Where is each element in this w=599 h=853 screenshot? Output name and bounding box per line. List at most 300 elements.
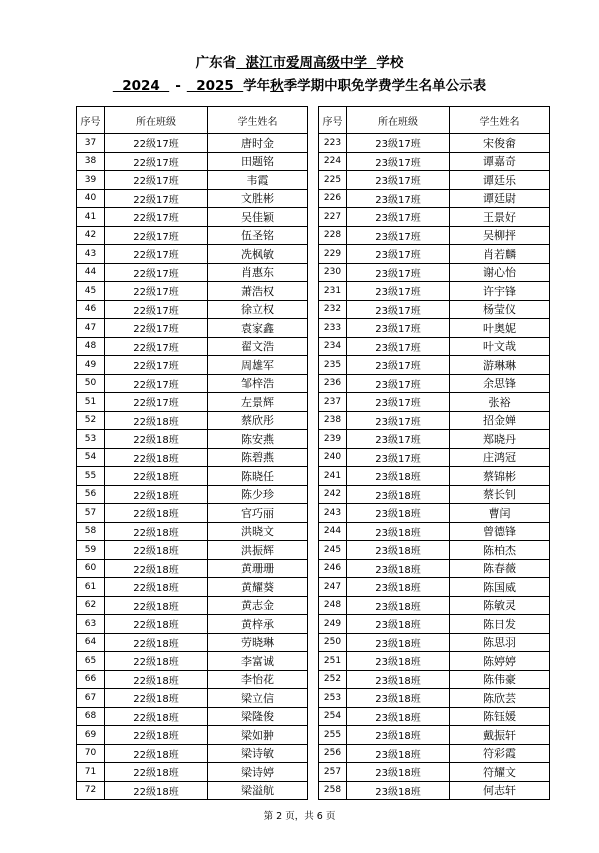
class-cell: 22级18班 bbox=[105, 578, 208, 597]
class-cell: 22级18班 bbox=[105, 781, 208, 800]
class-cell: 22级18班 bbox=[105, 411, 208, 430]
class-cell: 22级18班 bbox=[105, 596, 208, 615]
roster-table-left bbox=[76, 106, 308, 800]
year-end: 2025 bbox=[186, 78, 244, 94]
seq-cell: 64 bbox=[77, 633, 105, 652]
class-cell: 23级18班 bbox=[347, 763, 450, 782]
class-cell: 23级17班 bbox=[347, 226, 450, 245]
student-name-cell: 梁立信 bbox=[208, 689, 308, 708]
student-name-cell: 戴振轩 bbox=[450, 726, 550, 745]
seq-cell: 256 bbox=[319, 744, 347, 763]
table-row bbox=[77, 319, 308, 338]
seq-cell: 54 bbox=[77, 448, 105, 467]
student-name-cell: 梁溢航 bbox=[208, 781, 308, 800]
class-cell: 23级18班 bbox=[347, 689, 450, 708]
table-row bbox=[319, 282, 550, 301]
table-row bbox=[319, 744, 550, 763]
seq-cell: 235 bbox=[319, 356, 347, 375]
seq-cell: 58 bbox=[77, 522, 105, 541]
table-row bbox=[77, 726, 308, 745]
title-line-1 bbox=[0, 51, 599, 71]
class-cell: 22级18班 bbox=[105, 615, 208, 634]
student-name-cell: 翟文浩 bbox=[208, 337, 308, 356]
class-cell: 22级17班 bbox=[105, 356, 208, 375]
table-row bbox=[77, 744, 308, 763]
seq-cell: 49 bbox=[77, 356, 105, 375]
seq-cell: 57 bbox=[77, 504, 105, 523]
table-row bbox=[77, 282, 308, 301]
student-name-cell: 黄珊珊 bbox=[208, 559, 308, 578]
seq-cell: 240 bbox=[319, 448, 347, 467]
student-name-cell: 洪晓文 bbox=[208, 522, 308, 541]
student-name-cell: 梁隆俊 bbox=[208, 707, 308, 726]
table-row bbox=[319, 430, 550, 449]
student-name-cell: 陈春薇 bbox=[450, 559, 550, 578]
student-name-cell: 叶文哉 bbox=[450, 337, 550, 356]
class-cell: 22级17班 bbox=[105, 374, 208, 393]
student-name-cell: 许宇锋 bbox=[450, 282, 550, 301]
seq-cell: 224 bbox=[319, 152, 347, 171]
seq-cell: 53 bbox=[77, 430, 105, 449]
seq-cell: 47 bbox=[77, 319, 105, 338]
student-name-cell: 符彩霞 bbox=[450, 744, 550, 763]
class-cell: 23级18班 bbox=[347, 522, 450, 541]
header-class: 所在班级 bbox=[105, 107, 208, 134]
table-row bbox=[319, 485, 550, 504]
student-name-cell: 陈碧燕 bbox=[208, 448, 308, 467]
class-cell: 22级18班 bbox=[105, 652, 208, 671]
table-row bbox=[319, 208, 550, 227]
seq-cell: 249 bbox=[319, 615, 347, 634]
header-seq: 序号 bbox=[319, 107, 347, 134]
header-name: 学生姓名 bbox=[450, 107, 550, 134]
table-row bbox=[319, 670, 550, 689]
seq-cell: 247 bbox=[319, 578, 347, 597]
student-name-cell: 陈柏杰 bbox=[450, 541, 550, 560]
student-name-cell: 劳晓琳 bbox=[208, 633, 308, 652]
student-name-cell: 唐时金 bbox=[208, 134, 308, 153]
student-name-cell: 符耀文 bbox=[450, 763, 550, 782]
class-cell: 23级17班 bbox=[347, 430, 450, 449]
table-row bbox=[319, 189, 550, 208]
seq-cell: 248 bbox=[319, 596, 347, 615]
class-cell: 23级17班 bbox=[347, 300, 450, 319]
class-cell: 22级17班 bbox=[105, 263, 208, 282]
table-row bbox=[77, 337, 308, 356]
class-cell: 23级18班 bbox=[347, 485, 450, 504]
seq-cell: 37 bbox=[77, 134, 105, 153]
student-name-cell: 吴柳抨 bbox=[450, 226, 550, 245]
table-row bbox=[319, 504, 550, 523]
seq-cell: 72 bbox=[77, 781, 105, 800]
class-cell: 22级17班 bbox=[105, 300, 208, 319]
class-cell: 22级17班 bbox=[105, 208, 208, 227]
title-line-2 bbox=[0, 74, 599, 94]
semester: 秋 bbox=[270, 78, 284, 94]
seq-cell: 52 bbox=[77, 411, 105, 430]
table-row bbox=[319, 226, 550, 245]
seq-cell: 56 bbox=[77, 485, 105, 504]
class-cell: 23级18班 bbox=[347, 615, 450, 634]
student-name-cell: 余思锋 bbox=[450, 374, 550, 393]
class-cell: 23级17班 bbox=[347, 411, 450, 430]
student-name-cell: 田题铭 bbox=[208, 152, 308, 171]
table-header-row bbox=[77, 107, 308, 134]
student-name-cell: 袁家鑫 bbox=[208, 319, 308, 338]
table-row bbox=[77, 707, 308, 726]
student-name-cell: 宋俊畲 bbox=[450, 134, 550, 153]
seq-cell: 251 bbox=[319, 652, 347, 671]
student-name-cell: 邹梓浩 bbox=[208, 374, 308, 393]
table-row bbox=[319, 134, 550, 153]
student-name-cell: 吴佳颖 bbox=[208, 208, 308, 227]
table-row bbox=[77, 300, 308, 319]
seq-cell: 39 bbox=[77, 171, 105, 190]
title-rest: 季学期中职免学费学生名单公示表 bbox=[283, 78, 487, 94]
table-row bbox=[319, 411, 550, 430]
table-row bbox=[319, 763, 550, 782]
student-name-cell: 陈伟豪 bbox=[450, 670, 550, 689]
student-name-cell: 陈婷婷 bbox=[450, 652, 550, 671]
table-row bbox=[319, 356, 550, 375]
table-row bbox=[77, 448, 308, 467]
seq-cell: 68 bbox=[77, 707, 105, 726]
table-row bbox=[319, 467, 550, 486]
student-name-cell: 周雄军 bbox=[208, 356, 308, 375]
student-name-cell: 王景好 bbox=[450, 208, 550, 227]
school-name: 湛江市爱周高级中学 bbox=[236, 55, 377, 71]
seq-cell: 223 bbox=[319, 134, 347, 153]
class-cell: 22级18班 bbox=[105, 485, 208, 504]
class-cell: 22级17班 bbox=[105, 189, 208, 208]
table-row bbox=[77, 781, 308, 800]
student-name-cell: 左景辉 bbox=[208, 393, 308, 412]
class-cell: 23级17班 bbox=[347, 337, 450, 356]
class-cell: 22级18班 bbox=[105, 707, 208, 726]
class-cell: 22级18班 bbox=[105, 670, 208, 689]
table-row bbox=[319, 374, 550, 393]
student-name-cell: 陈敏灵 bbox=[450, 596, 550, 615]
seq-cell: 252 bbox=[319, 670, 347, 689]
student-name-cell: 陈欣芸 bbox=[450, 689, 550, 708]
table-row bbox=[319, 448, 550, 467]
seq-cell: 42 bbox=[77, 226, 105, 245]
table-row bbox=[77, 504, 308, 523]
seq-cell: 226 bbox=[319, 189, 347, 208]
seq-cell: 254 bbox=[319, 707, 347, 726]
class-cell: 22级18班 bbox=[105, 689, 208, 708]
seq-cell: 59 bbox=[77, 541, 105, 560]
table-row bbox=[319, 522, 550, 541]
class-cell: 22级18班 bbox=[105, 430, 208, 449]
student-name-cell: 陈少珍 bbox=[208, 485, 308, 504]
table-row bbox=[77, 467, 308, 486]
seq-cell: 46 bbox=[77, 300, 105, 319]
student-name-cell: 徐立权 bbox=[208, 300, 308, 319]
table-row bbox=[319, 559, 550, 578]
table-row bbox=[319, 393, 550, 412]
student-name-cell: 谭嘉奇 bbox=[450, 152, 550, 171]
class-cell: 23级17班 bbox=[347, 282, 450, 301]
table-row bbox=[77, 263, 308, 282]
table-row bbox=[77, 763, 308, 782]
seq-cell: 241 bbox=[319, 467, 347, 486]
class-cell: 23级18班 bbox=[347, 541, 450, 560]
seq-cell: 70 bbox=[77, 744, 105, 763]
seq-cell: 228 bbox=[319, 226, 347, 245]
student-name-cell: 曹闰 bbox=[450, 504, 550, 523]
class-cell: 23级18班 bbox=[347, 781, 450, 800]
table-row bbox=[319, 319, 550, 338]
seq-cell: 245 bbox=[319, 541, 347, 560]
student-name-cell: 官巧丽 bbox=[208, 504, 308, 523]
class-cell: 23级18班 bbox=[347, 578, 450, 597]
student-name-cell: 蔡长钊 bbox=[450, 485, 550, 504]
table-row bbox=[77, 245, 308, 264]
class-cell: 22级18班 bbox=[105, 522, 208, 541]
header-class: 所在班级 bbox=[347, 107, 450, 134]
student-name-cell: 文胜彬 bbox=[208, 189, 308, 208]
seq-cell: 69 bbox=[77, 726, 105, 745]
student-name-cell: 曾德锋 bbox=[450, 522, 550, 541]
seq-cell: 239 bbox=[319, 430, 347, 449]
table-row bbox=[319, 652, 550, 671]
seq-cell: 250 bbox=[319, 633, 347, 652]
class-cell: 22级18班 bbox=[105, 504, 208, 523]
student-name-cell: 黄耀葵 bbox=[208, 578, 308, 597]
seq-cell: 61 bbox=[77, 578, 105, 597]
class-cell: 23级17班 bbox=[347, 263, 450, 282]
class-cell: 23级18班 bbox=[347, 633, 450, 652]
class-cell: 22级17班 bbox=[105, 282, 208, 301]
table-row bbox=[319, 171, 550, 190]
seq-cell: 60 bbox=[77, 559, 105, 578]
seq-cell: 63 bbox=[77, 615, 105, 634]
student-name-cell: 张裕 bbox=[450, 393, 550, 412]
header-name: 学生姓名 bbox=[208, 107, 308, 134]
seq-cell: 246 bbox=[319, 559, 347, 578]
student-name-cell: 梁诗婷 bbox=[208, 763, 308, 782]
class-cell: 23级17班 bbox=[347, 393, 450, 412]
class-cell: 22级18班 bbox=[105, 726, 208, 745]
table-row bbox=[319, 263, 550, 282]
seq-cell: 43 bbox=[77, 245, 105, 264]
class-cell: 23级17班 bbox=[347, 448, 450, 467]
seq-cell: 238 bbox=[319, 411, 347, 430]
class-cell: 22级17班 bbox=[105, 152, 208, 171]
seq-cell: 50 bbox=[77, 374, 105, 393]
table-row bbox=[77, 689, 308, 708]
table-row bbox=[77, 615, 308, 634]
class-cell: 22级18班 bbox=[105, 633, 208, 652]
table-row bbox=[77, 356, 308, 375]
table-row bbox=[77, 411, 308, 430]
table-row bbox=[319, 152, 550, 171]
class-cell: 23级18班 bbox=[347, 596, 450, 615]
table-row bbox=[319, 781, 550, 800]
seq-cell: 242 bbox=[319, 485, 347, 504]
class-cell: 23级18班 bbox=[347, 467, 450, 486]
class-cell: 23级17班 bbox=[347, 171, 450, 190]
seq-cell: 244 bbox=[319, 522, 347, 541]
table-row bbox=[319, 578, 550, 597]
student-name-cell: 李怡花 bbox=[208, 670, 308, 689]
class-cell: 23级17班 bbox=[347, 152, 450, 171]
table-row bbox=[77, 226, 308, 245]
province-text: 广东省 bbox=[195, 55, 237, 71]
class-cell: 23级17班 bbox=[347, 374, 450, 393]
table-row bbox=[77, 522, 308, 541]
class-cell: 22级17班 bbox=[105, 226, 208, 245]
seq-cell: 45 bbox=[77, 282, 105, 301]
seq-cell: 62 bbox=[77, 596, 105, 615]
student-name-cell: 陈日发 bbox=[450, 615, 550, 634]
class-cell: 23级17班 bbox=[347, 245, 450, 264]
seq-cell: 243 bbox=[319, 504, 347, 523]
student-name-cell: 韦霞 bbox=[208, 171, 308, 190]
class-cell: 23级17班 bbox=[347, 208, 450, 227]
table-row bbox=[319, 541, 550, 560]
class-cell: 23级18班 bbox=[347, 744, 450, 763]
class-cell: 22级18班 bbox=[105, 541, 208, 560]
seq-cell: 227 bbox=[319, 208, 347, 227]
student-name-cell: 蔡锦彬 bbox=[450, 467, 550, 486]
class-cell: 23级17班 bbox=[347, 319, 450, 338]
seq-cell: 231 bbox=[319, 282, 347, 301]
seq-cell: 41 bbox=[77, 208, 105, 227]
table-row bbox=[77, 171, 308, 190]
seq-cell: 40 bbox=[77, 189, 105, 208]
table-row bbox=[319, 689, 550, 708]
student-name-cell: 杨莹仪 bbox=[450, 300, 550, 319]
table-row bbox=[77, 652, 308, 671]
student-name-cell: 陈安燕 bbox=[208, 430, 308, 449]
student-name-cell: 黄志金 bbox=[208, 596, 308, 615]
table-header-row bbox=[319, 107, 550, 134]
table-row bbox=[319, 633, 550, 652]
seq-cell: 48 bbox=[77, 337, 105, 356]
page-footer: 第 2 页，共 6 页 bbox=[263, 811, 336, 822]
class-cell: 23级18班 bbox=[347, 504, 450, 523]
table-row bbox=[77, 208, 308, 227]
class-cell: 23级18班 bbox=[347, 652, 450, 671]
table-row bbox=[77, 670, 308, 689]
table-row bbox=[77, 393, 308, 412]
class-cell: 22级18班 bbox=[105, 448, 208, 467]
class-cell: 22级17班 bbox=[105, 134, 208, 153]
roster-table-right bbox=[318, 106, 550, 800]
student-name-cell: 郑晓丹 bbox=[450, 430, 550, 449]
student-name-cell: 谭廷尉 bbox=[450, 189, 550, 208]
year-start: 2024 bbox=[112, 78, 170, 94]
class-cell: 22级17班 bbox=[105, 393, 208, 412]
table-row bbox=[319, 615, 550, 634]
seq-cell: 255 bbox=[319, 726, 347, 745]
student-name-cell: 梁如翀 bbox=[208, 726, 308, 745]
class-cell: 23级17班 bbox=[347, 189, 450, 208]
class-cell: 22级18班 bbox=[105, 559, 208, 578]
class-cell: 23级18班 bbox=[347, 670, 450, 689]
table-row bbox=[319, 596, 550, 615]
year-dash: - bbox=[175, 78, 181, 94]
class-cell: 22级18班 bbox=[105, 467, 208, 486]
year-word: 学年 bbox=[243, 78, 271, 94]
seq-cell: 51 bbox=[77, 393, 105, 412]
class-cell: 22级18班 bbox=[105, 744, 208, 763]
table-row bbox=[319, 300, 550, 319]
seq-cell: 55 bbox=[77, 467, 105, 486]
student-name-cell: 黄梓承 bbox=[208, 615, 308, 634]
student-name-cell: 陈钰媛 bbox=[450, 707, 550, 726]
table-row bbox=[77, 578, 308, 597]
seq-cell: 66 bbox=[77, 670, 105, 689]
student-name-cell: 萧浩权 bbox=[208, 282, 308, 301]
seq-cell: 71 bbox=[77, 763, 105, 782]
school-suffix: 学校 bbox=[376, 55, 404, 71]
table-row bbox=[77, 485, 308, 504]
class-cell: 23级18班 bbox=[347, 726, 450, 745]
table-row bbox=[77, 374, 308, 393]
student-name-cell: 招金婵 bbox=[450, 411, 550, 430]
seq-cell: 230 bbox=[319, 263, 347, 282]
student-name-cell: 陈国威 bbox=[450, 578, 550, 597]
student-name-cell: 冼枫敏 bbox=[208, 245, 308, 264]
seq-cell: 253 bbox=[319, 689, 347, 708]
student-name-cell: 谢心怡 bbox=[450, 263, 550, 282]
table-row bbox=[77, 596, 308, 615]
class-cell: 23级17班 bbox=[347, 134, 450, 153]
student-name-cell: 李富诚 bbox=[208, 652, 308, 671]
seq-cell: 225 bbox=[319, 171, 347, 190]
class-cell: 22级17班 bbox=[105, 245, 208, 264]
class-cell: 23级18班 bbox=[347, 707, 450, 726]
student-name-cell: 叶奥妮 bbox=[450, 319, 550, 338]
table-row bbox=[77, 633, 308, 652]
table-row bbox=[77, 152, 308, 171]
seq-cell: 258 bbox=[319, 781, 347, 800]
student-name-cell: 梁诗敏 bbox=[208, 744, 308, 763]
class-cell: 22级17班 bbox=[105, 319, 208, 338]
table-row bbox=[319, 707, 550, 726]
seq-cell: 67 bbox=[77, 689, 105, 708]
class-cell: 22级18班 bbox=[105, 763, 208, 782]
seq-cell: 44 bbox=[77, 263, 105, 282]
table-row bbox=[319, 245, 550, 264]
student-name-cell: 游琳琳 bbox=[450, 356, 550, 375]
class-cell: 23级17班 bbox=[347, 356, 450, 375]
student-name-cell: 庄鸿冠 bbox=[450, 448, 550, 467]
class-cell: 22级17班 bbox=[105, 337, 208, 356]
table-row bbox=[77, 189, 308, 208]
class-cell: 23级18班 bbox=[347, 559, 450, 578]
table-row bbox=[319, 726, 550, 745]
student-name-cell: 肖惠东 bbox=[208, 263, 308, 282]
student-name-cell: 肖若麟 bbox=[450, 245, 550, 264]
seq-cell: 65 bbox=[77, 652, 105, 671]
class-cell: 22级17班 bbox=[105, 171, 208, 190]
seq-cell: 233 bbox=[319, 319, 347, 338]
table-row bbox=[77, 134, 308, 153]
seq-cell: 237 bbox=[319, 393, 347, 412]
seq-cell: 38 bbox=[77, 152, 105, 171]
table-row bbox=[77, 541, 308, 560]
seq-cell: 229 bbox=[319, 245, 347, 264]
student-name-cell: 洪振辉 bbox=[208, 541, 308, 560]
student-name-cell: 伍圣铭 bbox=[208, 226, 308, 245]
student-name-cell: 陈晓任 bbox=[208, 467, 308, 486]
table-row bbox=[77, 430, 308, 449]
student-name-cell: 蔡欣彤 bbox=[208, 411, 308, 430]
